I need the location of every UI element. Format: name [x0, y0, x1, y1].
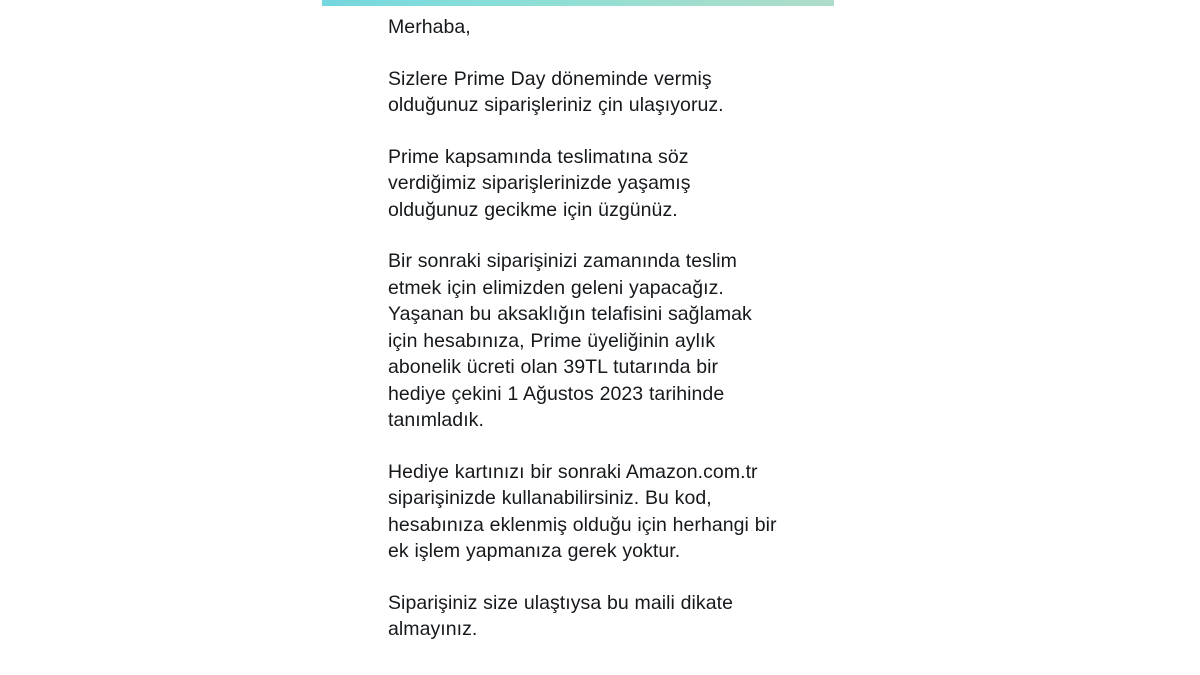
email-paragraph-5: Siparişiniz size ulaştıysa bu maili dikate almayınız.	[388, 591, 733, 640]
email-paragraph-4: Hediye kartınızı bir sonraki Amazon.com.tr siparişinizde kullanabilirsiniz. Bu kod, hesabınıza eklenmiş olduğu için herhangi bir ek işlem yapmanıza gerek yoktur.	[388, 460, 777, 562]
decorative-gradient-bar	[322, 0, 834, 6]
email-paragraph-1: Sizlere Prime Day döneminde vermiş olduğunuz siparişleriniz çin ulaşıyoruz.	[388, 67, 724, 116]
email-salutation: Merhaba,	[388, 16, 471, 38]
email-paragraph-2: Prime kapsamında teslimatına söz verdiğimiz siparişlerinizde yaşamış olduğunuz gecikme için üzgünüz.	[388, 145, 691, 221]
email-message-card	[322, 0, 834, 675]
email-paragraph-3: Bir sonraki siparişinizi zamanında teslim etmek için elimizden geleni yapacağız. Yaşanan bu aksaklığın telafisini sağlamak için hesabınıza, Prime üyeliğinin aylık abonelik ücreti olan 39TL tutarında bir hediye çekini 1 Ağustos 2023 tarihinde tanımladık.	[388, 250, 752, 431]
email-body-text	[388, 14, 780, 643]
